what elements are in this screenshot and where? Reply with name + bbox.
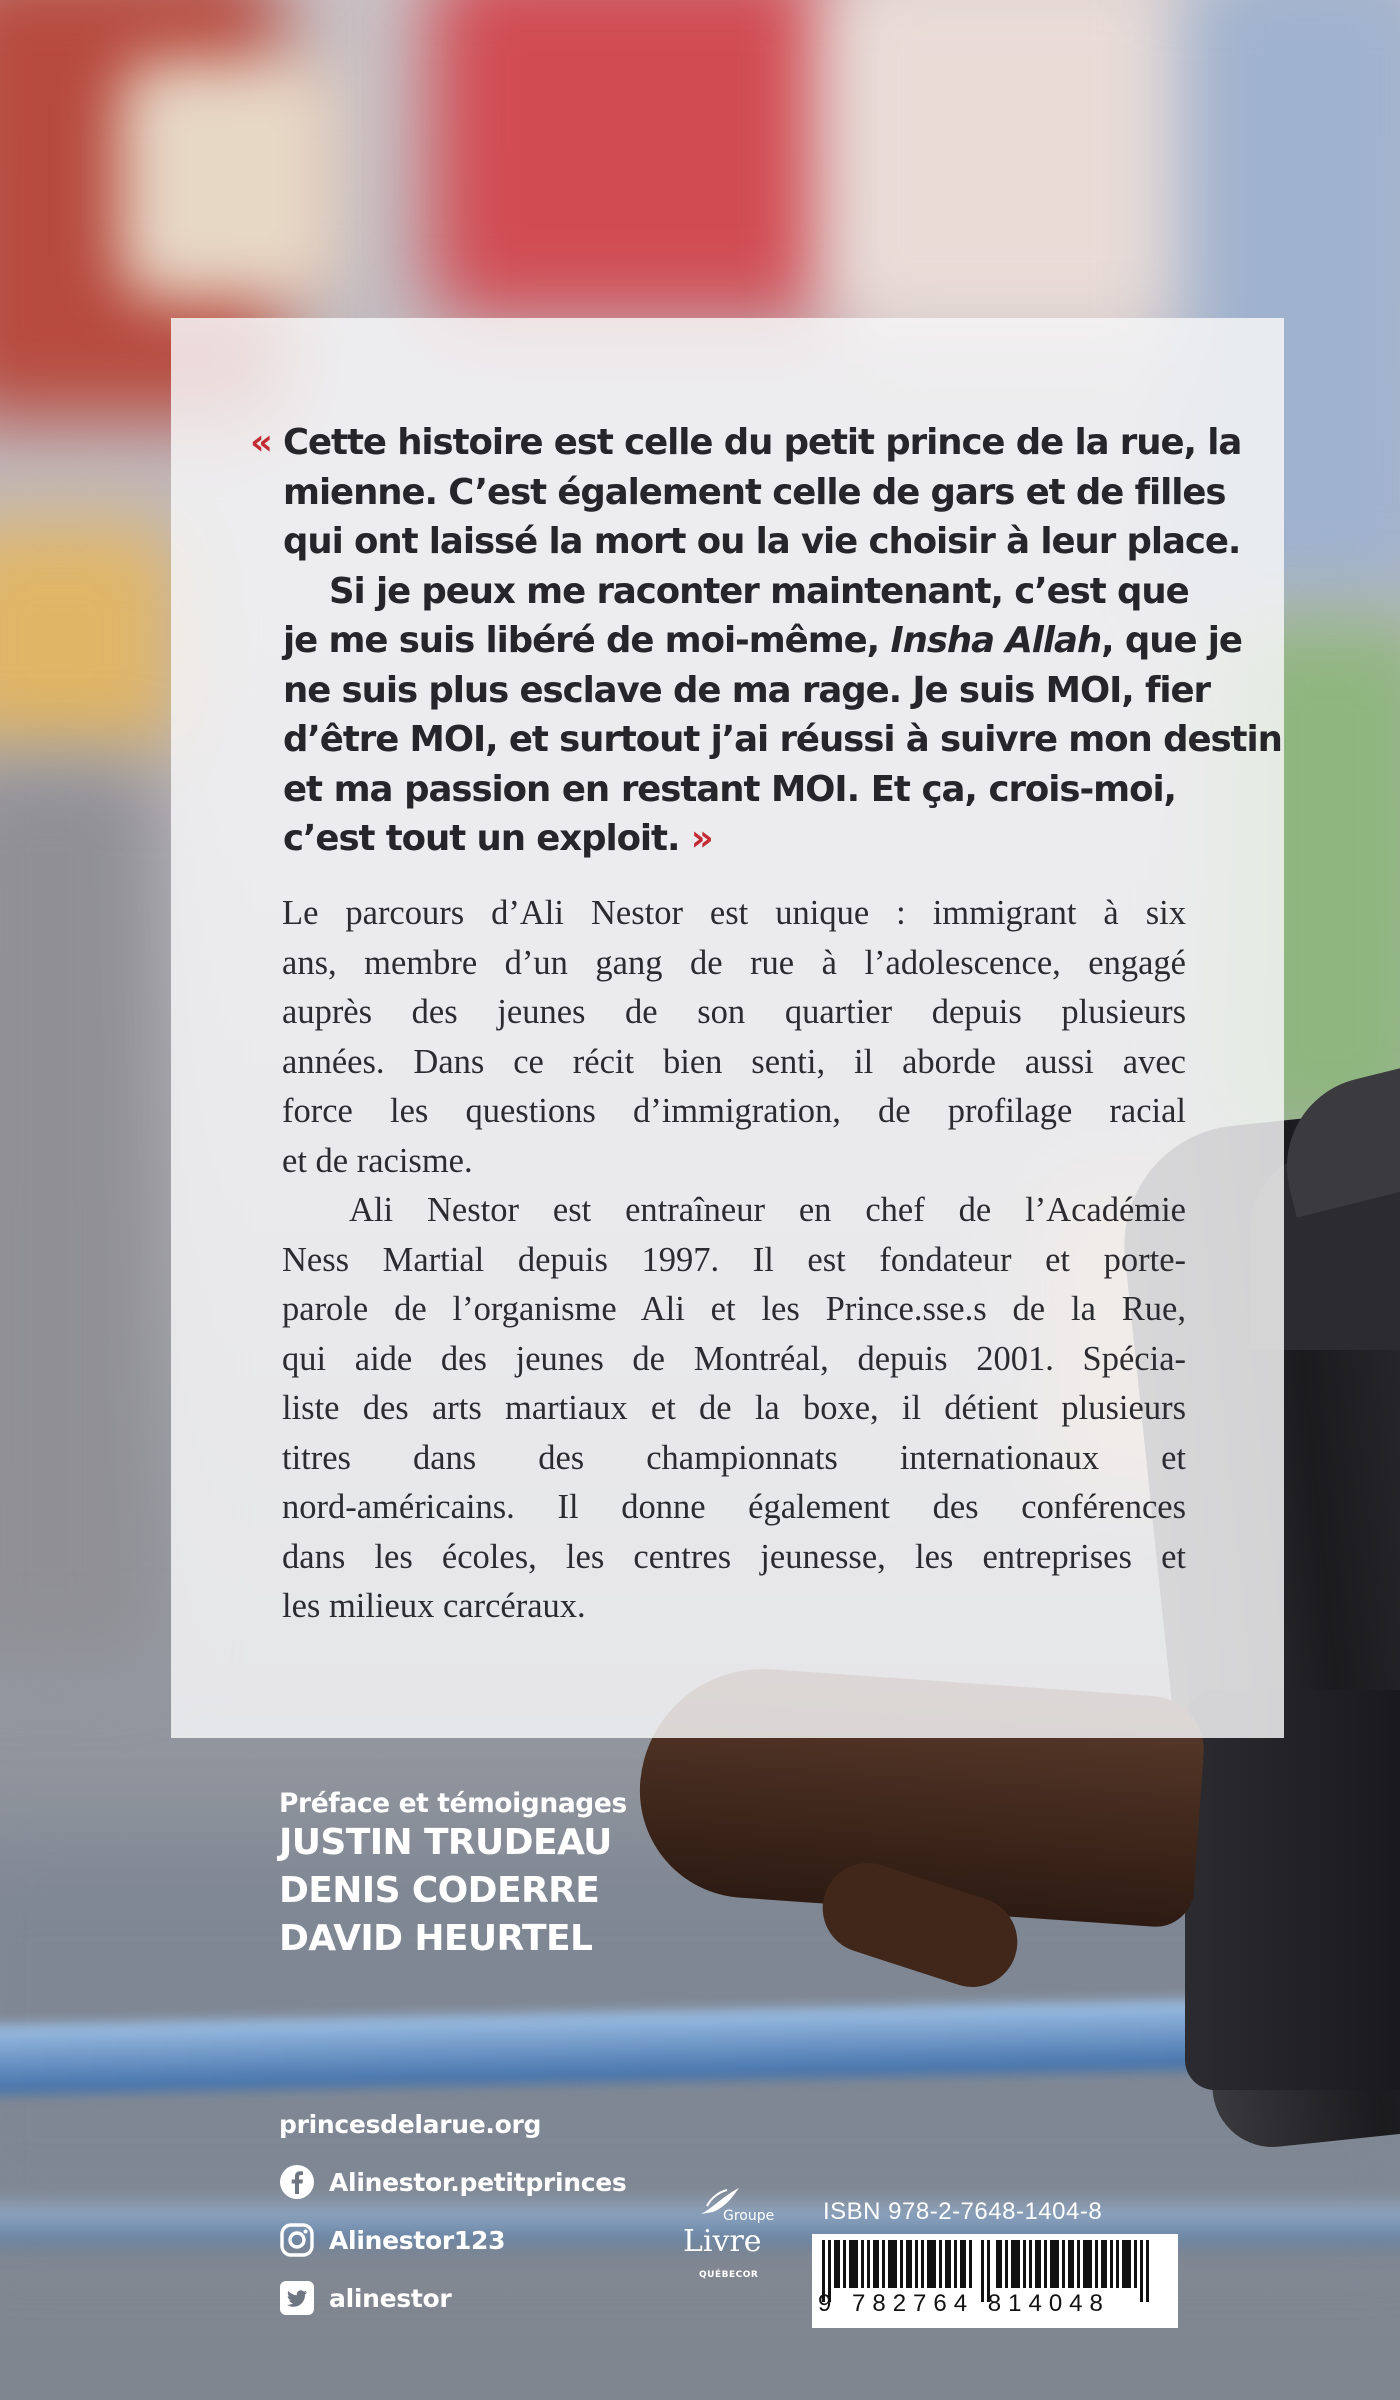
publisher-parent: QUÉBECOR [699, 2270, 759, 2280]
quote-line: je me suis libéré de moi-même, Insha Allah, que je [283, 620, 1242, 661]
facebook-handle: Alinestor.petitprinces [329, 2167, 627, 2197]
credit-name: JUSTIN TRUDEAU [279, 1822, 612, 1863]
twitter-handle: alinestor [329, 2283, 452, 2313]
credit-name: DENIS CODERRE [279, 1870, 600, 1911]
body-line: force les questions d’immigration, de profilage racial [282, 1092, 1186, 1130]
publisher-logo [665, 2192, 785, 2302]
publisher-group-label: Groupe [723, 2208, 775, 2224]
instagram-icon [279, 2222, 315, 2258]
body-line: Ali Nestor est entraîneur en chef de l’Académie [349, 1191, 1186, 1229]
open-quote-mark: « [250, 422, 272, 463]
quote-line: Cette histoire est celle du petit prince de la rue, la [283, 422, 1242, 463]
text-panel [171, 318, 1284, 1738]
body-line: auprès des jeunes de son quartier depuis plusieurs [282, 993, 1186, 1031]
body-line: dans les écoles, les centres jeunesse, les entreprises et [282, 1538, 1186, 1576]
body-line: les milieux carcéraux. [282, 1587, 586, 1625]
body-line: années. Dans ce récit bien senti, il aborde aussi avec [282, 1043, 1186, 1081]
barcode-digits: 9 782764 814048 [818, 2290, 1110, 2317]
twitter-icon [279, 2280, 315, 2316]
body-line: parole de l’organisme Ali et les Prince.sse.s de la Rue, [282, 1290, 1186, 1328]
leather-sleeve-cuff [1185, 1690, 1400, 2090]
body-line: Ness Martial depuis 1997. Il est fondateur et porte- [282, 1241, 1186, 1279]
credits-label: Préface et témoignages [279, 1788, 627, 1819]
quote-line: d’être MOI, et surtout j’ai réussi à suivre mon destin [283, 719, 1282, 760]
quote-line: Si je peux me raconter maintenant, c’est que [329, 571, 1189, 612]
body-line: nord-américains. Il donne également des conférences [282, 1488, 1186, 1526]
credits [279, 1788, 627, 1963]
body-line: Le parcours d’Ali Nestor est unique : immigrant à six [282, 894, 1186, 932]
quote-italic-phrase: Insha Allah [890, 620, 1102, 661]
body-line: ans, membre d’un gang de rue à l’adolescence, engagé [282, 944, 1186, 982]
body-line: qui aide des jeunes de Montréal, depuis 2001. Spécia- [282, 1340, 1186, 1378]
social-links [279, 2110, 626, 2337]
instagram-handle: Alinestor123 [329, 2225, 506, 2255]
facebook-link[interactable] [279, 2163, 626, 2201]
website-link[interactable]: princesdelarue.org [279, 2110, 542, 2139]
twitter-link[interactable] [279, 2279, 626, 2317]
credit-name: DAVID HEURTEL [279, 1918, 593, 1959]
body-line: liste des arts martiaux et de la boxe, il détient plusieurs [282, 1389, 1186, 1427]
facebook-icon [279, 2164, 315, 2200]
quote-line: mienne. C’est également celle de gars et de filles [283, 472, 1226, 513]
quote-line: qui ont laissé la mort ou la vie choisir à leur place. [283, 521, 1241, 562]
body-line: et de racisme. [282, 1142, 473, 1180]
quote-line: c’est tout un exploit. » [283, 818, 713, 859]
close-quote-mark: » [690, 818, 713, 859]
quote-line: et ma passion en restant MOI. Et ça, crois-moi, [283, 769, 1176, 810]
quote-line: ne suis plus esclave de ma rage. Je suis MOI, fier [283, 670, 1210, 711]
instagram-link[interactable] [279, 2221, 626, 2259]
publisher-name: Livre [683, 2224, 762, 2259]
isbn-barcode [812, 2234, 1178, 2328]
body-line: titres dans des championnats internationaux et [282, 1439, 1186, 1477]
isbn-label: ISBN 978-2-7648-1404-8 [823, 2198, 1103, 2225]
